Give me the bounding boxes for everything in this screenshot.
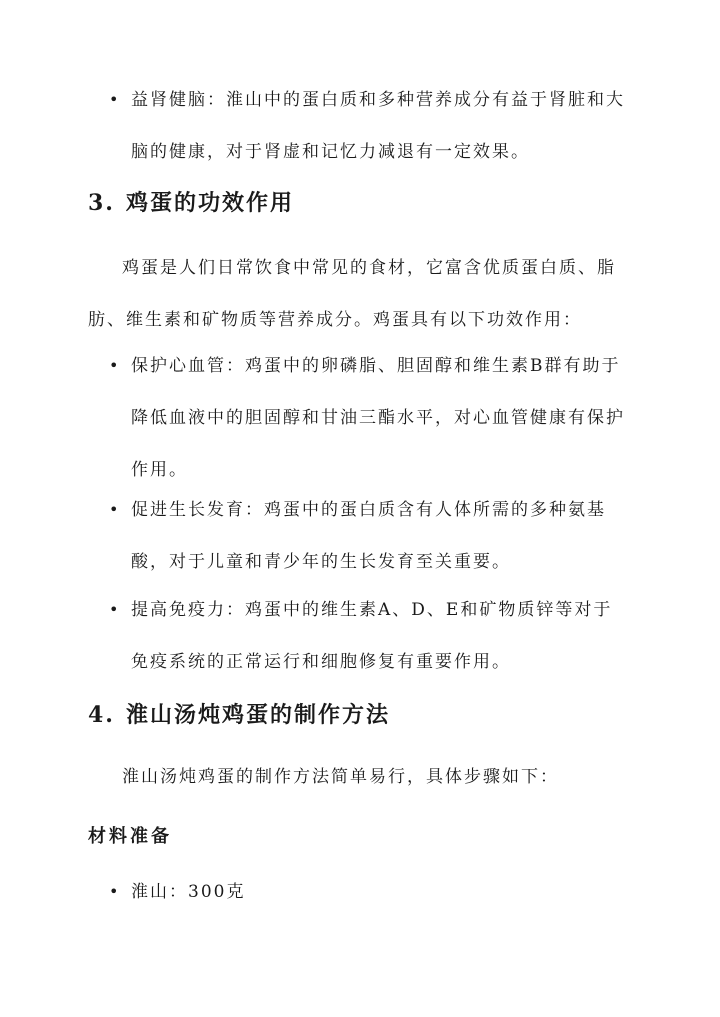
section-title: 淮山汤炖鸡蛋的制作方法 bbox=[126, 702, 391, 728]
section-number: 4. bbox=[88, 702, 115, 728]
bullet-marker: • bbox=[109, 356, 119, 375]
paragraph bbox=[88, 242, 634, 346]
section-number: 3. bbox=[88, 190, 115, 216]
list-item-text: 保护心血管：鸡蛋中的卵磷脂、胆固醇和维生素B群有助于降低血液中的胆固醇和甘油三酯水平，对心血管健康有保护作用。 bbox=[131, 356, 625, 480]
section-heading-4 bbox=[88, 698, 390, 729]
list-item-text: 淮山：300克 bbox=[131, 882, 246, 902]
paragraph-text: 淮山汤炖鸡蛋的制作方法简单易行，具体步骤如下： bbox=[122, 767, 559, 787]
bullet-marker: • bbox=[109, 882, 119, 901]
list-item-text: 益肾健脑：淮山中的蛋白质和多种营养成分有益于肾脏和大脑的健康，对于肾虚和记忆力减退有一定效果。 bbox=[131, 90, 625, 162]
section-title: 鸡蛋的功效作用 bbox=[126, 190, 295, 216]
section-heading-3 bbox=[88, 186, 294, 217]
paragraph bbox=[88, 751, 634, 803]
list-item-text: 促进生长发育：鸡蛋中的蛋白质含有人体所需的多种氨基酸，对于儿童和青少年的生长发育至关重要。 bbox=[131, 500, 606, 572]
bullet-marker: • bbox=[109, 500, 119, 519]
bullet-marker: • bbox=[109, 90, 119, 109]
list-item-text: 提高免疫力：鸡蛋中的维生素A、D、E和矿物质锌等对于免疫系统的正常运行和细胞修复有重要作用。 bbox=[131, 600, 613, 672]
bullet-marker: • bbox=[109, 600, 119, 619]
paragraph-text: 鸡蛋是人们日常饮食中常见的食材，它富含优质蛋白质、脂肪、维生素和矿物质等营养成分。鸡蛋具有以下功效作用： bbox=[88, 258, 616, 330]
subheading: 材料准备 bbox=[88, 826, 172, 847]
